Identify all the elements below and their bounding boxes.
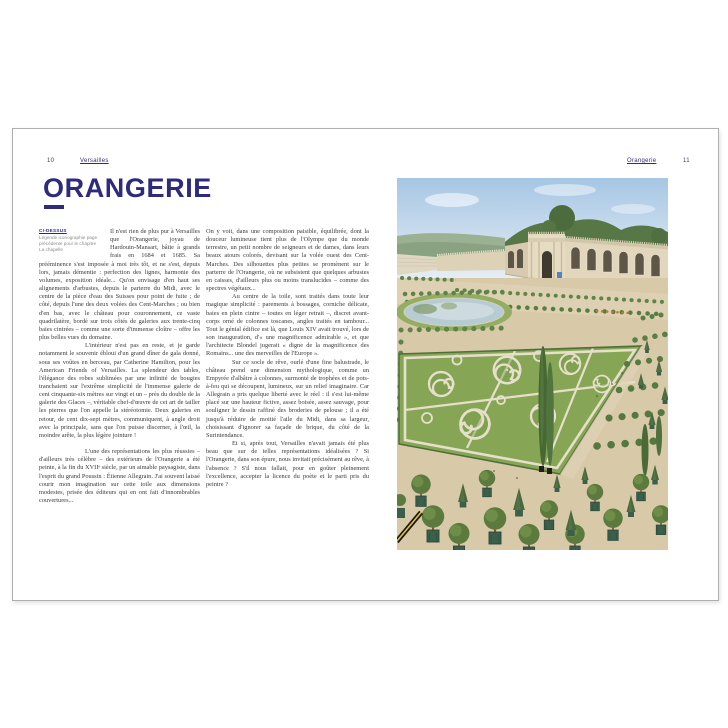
paragraph: Et si, après tout, Versailles n'avait jamais été plus beau que sur de telles représentations idéalisées ? Si l'Orangerie, dans son épure, nous invitait précisément au rêve, à l'absence ? S'il nous fallait, pour en goûter pleinement l'excellence, accepter la licence du poète et le parti pris du peintre ? [206,440,369,488]
running-head-right: Orangerie [627,158,657,164]
central-portal [542,251,552,280]
book-spread [12,128,719,601]
text-column-1 [39,228,200,505]
cloud [611,204,655,214]
paragraph-text: Il n'est rien de plus pur à Versailles que l'Orangerie, joyau de Hardouin-Mansart, bâtie à grands frais en 1684 et 1685. Sa prééminence s'est imposée à moi très tôt, et ne s'est, depuis lors, jamais démentie : perfection des lignes, harmonie des volumes, exposition idéale... Qu'on envisage d'en haut ses alignements d'arbustes, depuis le parterre du Midi, avec le centre de la pièce d'eau des Suisses pour point de fuite ; de côté, depuis l'une des deux volées des Cent-Marches ; ou bien d'en bas, avec le château pour couronnement, ce vaste quadrilatère, bordé sur trois côtés de galeries aux trente-cinq baies cintrées – comme une sorte d'immense cloître – offre les plus belles vues du domaine. [39,228,200,342]
paragraph: L'une des représentations les plus réussies – d'ailleurs très célèbre – des extérieurs de l'Orangerie a été peinte, à la fin du XVIIᵉ siècle, par un aimable paysagiste, dans l'esprit du grand Poussin : Étienne Allegrain. J'ai souvent laissé courir mon imagination sur cette toile aux dimensions modestes, prisée des éditeurs qui en ont fait d'innombrables couvertures... [39,448,200,504]
folio-right: 11 [683,158,690,164]
title-underline-bar [44,205,64,209]
orangerie-photo [397,178,668,550]
paragraph: L'intérieur n'est pas en reste, et je garde notamment le souvenir ébloui d'un grand dîner de gala donné, sous ses voûtes en berceau, par Catherine Hamilton, pour les American Friends of Versailles. La splendeur des tables, l'élégance des robes sublimées par une infinité de bougies tranchaient sur l'extrême simplicité de l'immense galerie de cent cinquante-six mètres sur vingt et un – près du double de la galerie des Glaces –, véritable chef-d'œuvre de cet art de tailler les pierres que l'on appelle la stéréotomie. Deux galeries en retour, de cent dix-sept mètres, communiquent, à angle droit avec la principale, sans que l'on puisse discerner, à l'œil, la moindre arête, la plus légère jointure ! [39,342,200,439]
blue-tarp [557,272,562,278]
running-head-left: Versailles [80,158,109,164]
paragraph: Sur ce socle de rêve, ourlé d'une fine balustrade, le château prend une dimension mythologique, comme un Empyrée d'albâtre à colonnes, surmonté de trophées et de pots-à-feu qui se découpent, lumineux, sur un relief imaginaire. Car Allegrain a pris quelque liberté avec le réel : il s'est lui-même placé sur une hauteur fictive, assez boisée, assez sauvage, pour souligner le dessin raffiné des broderies de pelouse ; il a été jusqu'à réduire de moitié l'aile du Midi, dans sa largeur, choisissant d'ignorer sa façade de brique, du côté de la Surintendance. [206,358,369,439]
circular-pool [397,293,512,331]
cypress [656,416,662,456]
body-text [39,228,369,505]
caption-label: CI-DESSUS [39,228,67,233]
tree [651,228,667,244]
cypress [642,424,649,476]
paragraph [39,228,200,342]
folio-left: 10 [47,158,55,164]
caption-text: Légende iconographie page précédente pour le chapitre La chapelle [39,235,98,253]
cloud [534,184,596,196]
chapter-title: ORANGERIE [43,173,212,203]
cloud [425,193,479,207]
paragraph: On y voit, dans une composition paisible, équilibrée, dont la douceur lumineuse tient plus de l'Olympe que du monde terrestre, un petit nombre de seigneurs et de dames, dans leurs beaux atours colorés, devisant sur la volée ouest des Cent-Marches. Des silhouettes plus petites se promènent sur le parterre de l'Orangerie, où ne subsistent que quelques arbustes en caisses, d'ailleurs plus ou moins translucides – comme des spectres végétaux... [206,228,369,293]
photo-caption [39,228,102,253]
text-column-2 [206,228,369,505]
paragraph: Au centre de la toile, sont traités dans toute leur magique simplicité : parements à bossages, corniche délicate, baies en plein cintre – toutes en léger retrait –, discret avant-corps orné de colonnes toscanes, angles traités en tambour... Tout le génial édifice est là, que Louis XIV avait trouvé, lors de son inauguration, d'« une magnificence admirable », et que l'architecte Blondel jugerait « digne de la magnificence des Romains... une des merveilles de l'Europe ». [206,293,369,358]
